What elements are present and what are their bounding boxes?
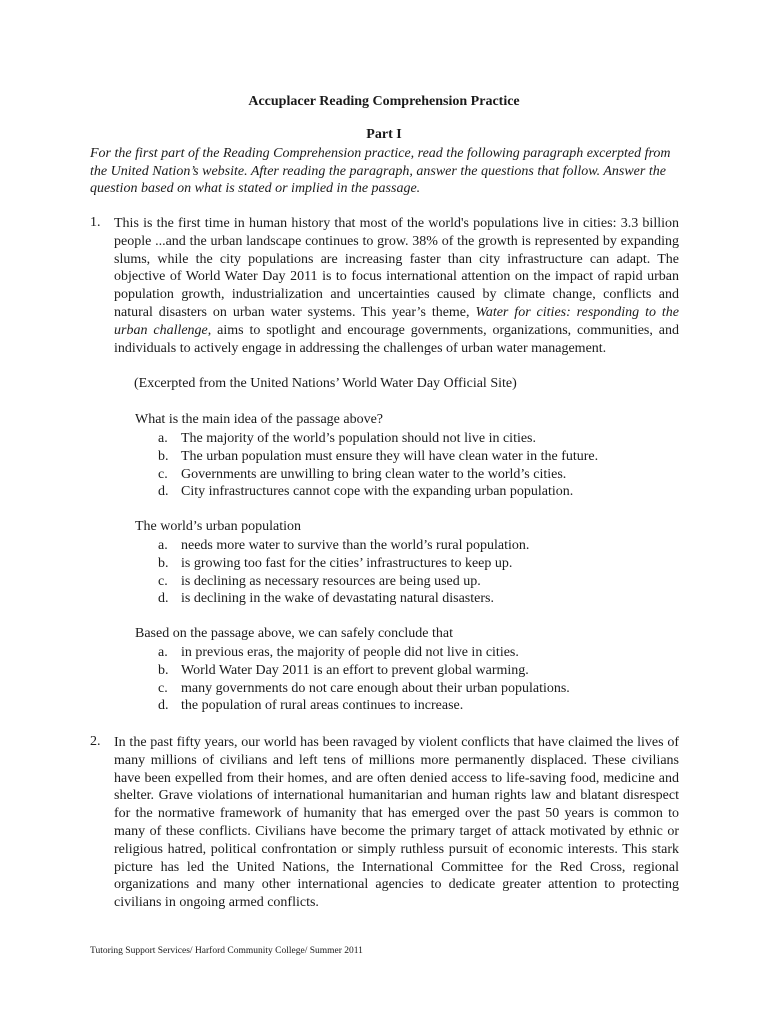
option-text: The majority of the world’s population should not live in cities. [181, 431, 537, 446]
option-letter: b. [158, 448, 169, 464]
question-1-stem: What is the main idea of the passage above? [135, 412, 384, 427]
option-text: is declining in the wake of devastating natural disasters. [181, 591, 494, 607]
passage-1-text [114, 215, 679, 357]
question-2-stem: The world’s urban population [135, 519, 302, 534]
option-letter: c. [158, 573, 168, 589]
option-letter: d. [158, 698, 169, 714]
option-text: needs more water to survive than the world’s rural population. [181, 538, 530, 553]
option-text: is growing too fast for the cities’ infrastructures to keep up. [181, 555, 513, 571]
instructions-paragraph: For the first part of the Reading Comprehension practice, read the following paragraph excerpted from the United Nation’s website. After reading the paragraph, answer the questions that follow. Answer the question based on what is stated or implied in the passage. [90, 146, 671, 197]
question-1-option [158, 430, 598, 448]
option-text: Governments are unwilling to bring clean water to the world’s cities. [181, 466, 567, 482]
page-footer: Tutoring Support Services/ Harford Community College/ Summer 2011 [90, 946, 363, 956]
question-1-option [158, 448, 598, 466]
option-text: the population of rural areas continues to increase. [181, 698, 464, 714]
option-letter: a. [158, 538, 168, 553]
question-2-option [158, 537, 529, 555]
option-letter: c. [158, 680, 168, 696]
passage-2-number: 2. [90, 734, 101, 749]
question-2-option [158, 555, 529, 573]
question-2-option [158, 590, 529, 608]
passage-1-text-part1: This is the first time in human history that most of the world's populations live in cities: 3.3 billion people ...and the urban landscape continues to grow. 38% of the growth is represented by expanding slums, while the city populations are increasing faster than city infrastructure can adapt. The objective of World Water Day 2011 is to focus international attention on the impact of rapid urban population growth, industrialization and uncertainties caused by climate change, conflicts and natural disasters on urban water systems. This year’s theme, [114, 216, 679, 320]
option-text: City infrastructures cannot cope with the expanding urban population. [181, 484, 574, 500]
passage-1-number: 1. [90, 215, 101, 230]
option-letter: a. [158, 431, 168, 446]
question-3-option [158, 644, 570, 662]
passage-1-source: (Excerpted from the United Nations’ World Water Day Official Site) [134, 376, 517, 391]
question-1-option [158, 466, 598, 484]
option-text: World Water Day 2011 is an effort to prevent global warming. [181, 662, 529, 678]
question-3-option [158, 662, 570, 680]
document-title: Accuplacer Reading Comprehension Practice [248, 94, 520, 109]
option-text: The urban population must ensure they will have clean water in the future. [181, 448, 599, 464]
option-text: many governments do not care enough about their urban populations. [181, 680, 570, 696]
passage-2-text: In the past fifty years, our world has been ravaged by violent conflicts that have claimed the lives of many millions of civilians and left tens of millions more permanently displaced. These civilians have been expelled from their homes, and are often denied access to life-saving food, medicine and shelter. Grave violations of international humanitarian and human rights law and blatant disrespect for the normative framework of humanity that has emerged over the past 50 years is common to many of these conflicts. Civilians have become the primary target of attack motivated by ethnic or religious hatred, political confrontation or simply ruthless pursuit of economic interests. This stark picture has led the United Nations, the International Committee for the Red Cross, regional organizations and many other international agencies to dedicate greater attention to protecting civilians in ongoing armed conflicts. [114, 735, 679, 911]
option-letter: d. [158, 591, 169, 607]
option-letter: a. [158, 645, 168, 660]
question-2-option [158, 573, 529, 591]
option-text: is declining as necessary resources are being used up. [181, 573, 481, 589]
question-3-option [158, 697, 570, 715]
option-letter: b. [158, 555, 169, 571]
question-3-stem: Based on the passage above, we can safely conclude that [135, 626, 453, 641]
option-letter: b. [158, 662, 169, 678]
option-letter: c. [158, 466, 168, 482]
option-letter: d. [158, 484, 169, 500]
question-1-options [158, 430, 598, 501]
theme-title: Water for cities: responding to the urban challenge [114, 304, 679, 338]
question-2-options [158, 537, 529, 608]
question-3-option [158, 680, 570, 698]
question-3-options [158, 644, 570, 715]
option-text: in previous eras, the majority of people did not live in cities. [181, 645, 519, 660]
part-heading: Part I [366, 127, 402, 142]
passage-1-text-part2: , aims to spotlight and encourage governments, organizations, communities, and individuals to actively engage in addressing the challenges of urban water management. [114, 322, 680, 356]
question-1-option [158, 483, 598, 501]
